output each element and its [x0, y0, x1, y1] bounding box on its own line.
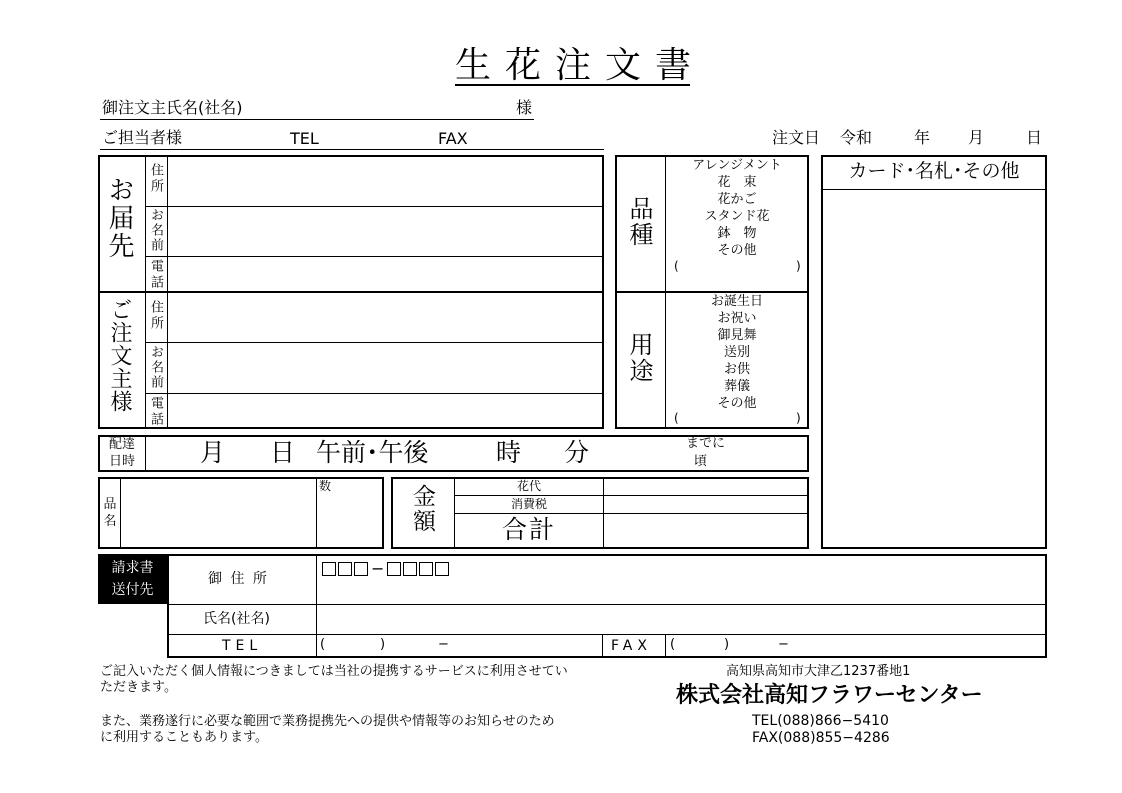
recipient-row-line: [146, 206, 603, 207]
page-title: 生花注文書: [455, 45, 706, 86]
customer-name-label: お名前: [148, 345, 163, 390]
billing-fax-close: ): [724, 637, 730, 652]
flower-price-label: 花代: [516, 479, 541, 493]
postal-digit-box[interactable]: [338, 562, 352, 576]
billing-label-line1: 請求書: [111, 560, 154, 576]
item-qty-field[interactable]: [318, 495, 382, 547]
customer-row-line: [146, 342, 603, 343]
billing-name-label: 氏名(社名): [203, 611, 270, 627]
billing-label-line2: 送付先: [111, 582, 154, 598]
order-date-label: 注文日: [772, 128, 821, 147]
customer-address-field[interactable]: [169, 294, 602, 341]
billing-tel-dash: −: [438, 637, 449, 652]
purpose-option[interactable]: お誕生日: [710, 294, 763, 309]
sublabel-divider: [167, 156, 168, 428]
postal-digit-box[interactable]: [403, 562, 417, 576]
order-date-month: 月: [968, 128, 985, 147]
card-label: カード･名札･その他: [848, 160, 1020, 182]
delivery-time-label: [100, 436, 144, 470]
billing-top-line: [98, 554, 1047, 556]
delivery-time-divider: [145, 436, 146, 471]
customer-label: ご注文主様: [107, 298, 132, 413]
variety-option[interactable]: アレンジメント: [692, 158, 782, 173]
delivery-minute: 分: [564, 438, 590, 467]
item-label-divider: [120, 478, 121, 548]
recipient-name-field[interactable]: [169, 208, 602, 255]
staff-label: ご担当者様: [102, 128, 183, 147]
orderer-underline[interactable]: [100, 119, 534, 120]
item-name-field[interactable]: [122, 479, 315, 547]
purpose-paren-close: ): [796, 411, 801, 425]
item-qty-label: 数: [319, 479, 332, 493]
tax-label: 消費税: [510, 497, 547, 511]
item-label: 品名: [103, 497, 117, 529]
billing-fax-field[interactable]: [667, 636, 1044, 655]
purpose-option[interactable]: お供: [723, 362, 750, 377]
recipient-phone-label: 電話: [148, 259, 163, 291]
company-name: 株式会社高知フラワーセンター: [676, 683, 983, 708]
billing-address-label: 御 住 所: [208, 571, 269, 587]
recipient-phone-field[interactable]: [169, 258, 602, 290]
title-underline: [455, 84, 690, 86]
variety-option[interactable]: スタンド花: [704, 209, 770, 224]
customer-address-label: 住所: [148, 300, 163, 332]
staff-tel-label: TEL: [290, 129, 319, 148]
privacy-notice-line: ただきます。: [100, 680, 177, 695]
purpose-paren-open: (: [674, 411, 679, 425]
recipient-row-line: [146, 256, 603, 257]
order-date-year: 年: [914, 128, 931, 147]
variety-option[interactable]: その他: [717, 243, 757, 258]
company-address: 高知県高知市大津乙1237番地1: [726, 664, 911, 679]
orderer-sama: 様: [516, 98, 533, 117]
billing-fax-label: FAX: [611, 638, 652, 654]
purpose-option[interactable]: 送別: [723, 345, 750, 360]
total-field[interactable]: [605, 515, 807, 547]
variety-option[interactable]: 鉢 物: [717, 226, 757, 241]
billing-fax-open: (: [670, 637, 676, 652]
postal-dash: −: [371, 559, 385, 578]
purpose-option[interactable]: お祝い: [717, 311, 757, 326]
tax-field[interactable]: [605, 497, 807, 512]
billing-tel-close: ): [380, 637, 386, 652]
variety-options: [667, 157, 807, 259]
billing-name-field[interactable]: [318, 606, 1044, 633]
card-block[interactable]: [821, 155, 1047, 549]
purpose-option[interactable]: 葬儀: [723, 379, 750, 394]
billing-row-line: [168, 604, 1046, 605]
delivery-day: 日: [270, 438, 296, 467]
recipient-name-label: お名前: [148, 208, 163, 253]
billing-tel-field[interactable]: [318, 636, 601, 655]
customer-name-field[interactable]: [169, 344, 602, 392]
recipient-customer-divider: [99, 291, 603, 293]
billing-address-field[interactable]: [318, 578, 1044, 603]
variety-option[interactable]: 花かご: [717, 192, 757, 207]
postal-code-boxes[interactable]: [322, 558, 451, 578]
postal-digit-box[interactable]: [354, 562, 368, 576]
billing-right-border: [1045, 554, 1047, 658]
delivery-month: 月: [200, 438, 226, 467]
purpose-option[interactable]: その他: [717, 396, 757, 411]
postal-digit-box[interactable]: [387, 562, 401, 576]
billing-fax-dash: −: [778, 637, 789, 652]
delivery-about[interactable]: 頃: [694, 454, 708, 469]
billing-left-border: [167, 554, 169, 658]
recipient-address-label: 住所: [148, 163, 163, 195]
billing-row-line: [168, 634, 1046, 635]
company-tel: TEL(088)866−5410: [752, 713, 889, 729]
staff-underline[interactable]: [100, 149, 604, 150]
delivery-hour: 時: [496, 438, 522, 467]
amount-row-line: [455, 513, 808, 514]
orderer-label: 御注文主氏名(社名): [102, 98, 243, 117]
customer-phone-field[interactable]: [169, 395, 602, 427]
usage-notice: [100, 714, 555, 746]
recipient-address-field[interactable]: [169, 157, 602, 205]
billing-label-divider: [316, 556, 317, 656]
delivery-time-label-text: 配達日時: [108, 437, 135, 469]
usage-notice-line: に利用することもあります。: [100, 730, 268, 745]
postal-digit-box[interactable]: [322, 562, 336, 576]
company-fax: FAX(088)855−4286: [752, 730, 890, 746]
order-date-era: 令和: [840, 128, 873, 147]
purpose-label: 用途: [625, 332, 653, 384]
billing-tel-open: (: [320, 637, 326, 652]
card-header-line: [822, 189, 1046, 190]
billing-fax-divider: [602, 635, 603, 656]
customer-row-line: [146, 393, 603, 394]
purpose-option[interactable]: 御見舞: [717, 328, 757, 343]
staff-fax-label: FAX: [438, 129, 468, 148]
billing-tel-label: TEL: [222, 638, 263, 654]
privacy-notice-line: ご記入いただく個人情報につきましては当社の提携するサービスに利用させてい: [100, 664, 568, 679]
total-label: 合計: [501, 515, 556, 544]
postal-digit-box[interactable]: [435, 562, 449, 576]
amount-label: 金額: [409, 484, 435, 534]
variety-label: 品種: [625, 196, 653, 248]
variety-paren-open: (: [674, 259, 679, 273]
delivery-ampm[interactable]: 午前･午後: [316, 438, 429, 467]
purpose-options: [667, 293, 807, 412]
usage-notice-line: また、業務遂行に必要な範囲で業務提携先への提供や情報等のお知らせのため: [100, 714, 555, 729]
delivery-by[interactable]: までに: [686, 436, 726, 451]
postal-digit-box[interactable]: [419, 562, 433, 576]
amount-row-line: [455, 495, 808, 496]
variety-option[interactable]: 花 束: [717, 175, 757, 190]
order-date-day: 日: [1026, 128, 1043, 147]
flower-price-field[interactable]: [605, 479, 807, 494]
privacy-notice: [100, 664, 568, 696]
billing-label-box: [98, 554, 167, 604]
recipient-label: お届先: [104, 176, 134, 260]
customer-phone-label: 電話: [148, 396, 163, 428]
item-qty-divider: [316, 478, 317, 548]
billing-bottom-line: [167, 656, 1047, 658]
billing-fax-value-divider: [665, 635, 666, 656]
variety-paren-close: ): [796, 259, 801, 273]
